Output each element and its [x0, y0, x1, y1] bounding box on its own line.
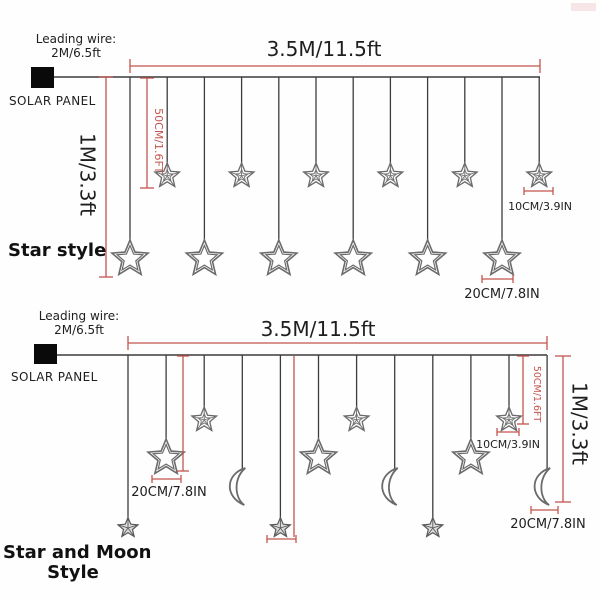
solar-panel-icon	[31, 67, 54, 88]
height-label: 1M/3.3ft	[75, 132, 100, 217]
leading-wire-label-line1: Leading wire:	[38, 309, 120, 323]
large-star-spacing-label: 20CM/7.8IN	[464, 287, 540, 302]
leading-wire-label-line2: 2M/6.5ft	[51, 46, 101, 60]
small-star-spacing-label: 10CM/3.9IN	[508, 200, 572, 213]
total-length-label: 3.5M/11.5ft	[266, 37, 382, 61]
crescent-moon-icon	[230, 468, 246, 505]
crescent-moon-icon	[535, 468, 551, 505]
crescent-moon-icon	[382, 468, 398, 505]
style-name-star: Star style	[8, 240, 107, 261]
scan-artifact	[571, 3, 596, 11]
large-star-spacing-label: 20CM/7.8IN	[131, 485, 207, 500]
solar-panel-icon	[34, 344, 57, 364]
solar-panel-label: SOLAR PANEL	[9, 94, 96, 108]
style-name-star-moon-line2: Style	[47, 562, 99, 583]
leading-wire-label-line1: Leading wire:	[35, 32, 117, 46]
moon-spacing-label: 20CM/7.8IN	[510, 517, 586, 532]
long-drop-label: 50CM/1.6FT	[151, 108, 165, 174]
leading-wire-label-line2: 2M/6.5ft	[54, 323, 104, 337]
total-length-label: 3.5M/11.5ft	[260, 317, 376, 341]
style-name-star-moon-line1: Star and Moon	[3, 542, 152, 563]
long-drop-label: 50CM/1.6FT	[530, 365, 542, 423]
solar-panel-label: SOLAR PANEL	[11, 370, 98, 384]
small-star-spacing-label: 10CM/3.9IN	[476, 438, 540, 451]
height-label: 1M/3.3ft	[567, 381, 592, 466]
